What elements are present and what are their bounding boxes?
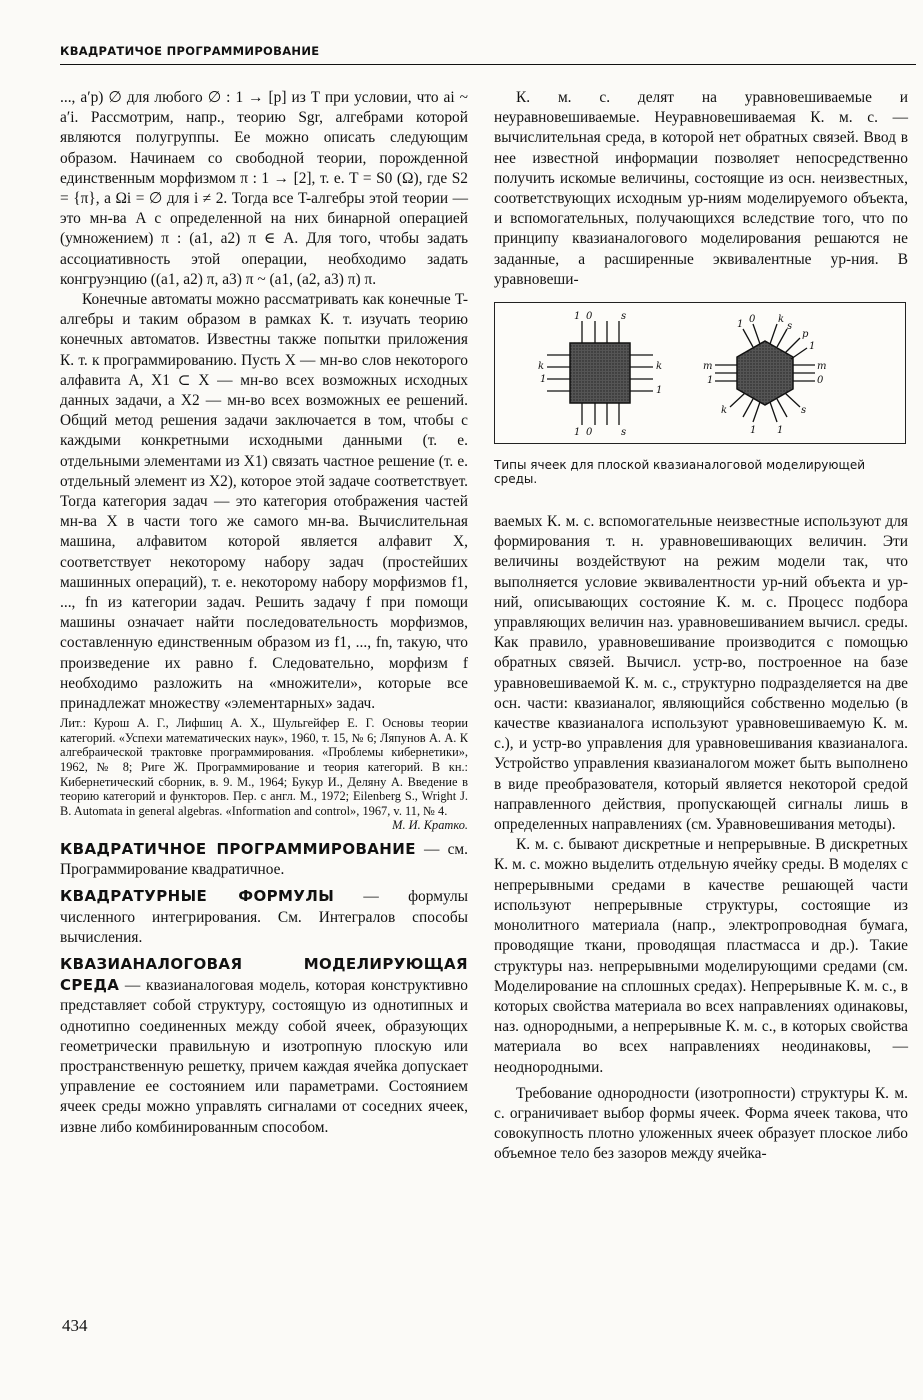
label: s: [787, 321, 793, 333]
label: s: [621, 311, 627, 323]
entry-quadratic-programming: [60, 839, 468, 880]
running-head: КВАДРАТИЧОЕ ПРОГРАММИРОВАНИЕ: [60, 44, 916, 65]
entry-body: — квазианалоговая модель, которая конструктивно представляет собой структуру, состоящую из однотипных и однотипно соединенных между собой ячеек, образующих геометрически правильную и изотропную плоскую или пространственную решетку, причем каждая ячейка допускает управление ее состоянием или параметрами. Состоянием ячеек среды можно управлять сигналами от соседних ячеек, извне либо комбинированным способом.: [60, 977, 468, 1136]
paragraph: К. м. с. делят на уравновешиваемые и неуравновешиваемые. Неуравновешиваемая К. м. с. — вычислительная среда, в которой нет обратных связей. Ввод в нее известной информации позволяет непосредственно получить искомые величины, состоящие из осн. неизвестных, соответствующих исходным ур-ниям моделируемого объекта, и вспомогательных, получающихся вследствие того, что по принципу квазианалогового моделирования решаются не заданные, а расширенные эквивалентные ур-ния. В уравновеши-: [494, 89, 908, 288]
entry-heading: КВАДРАТИЧНОЕ ПРОГРАММИРОВАНИЕ: [60, 840, 416, 859]
entry-body: — см. Программирование квадратичное.: [60, 841, 468, 879]
label: 1: [777, 425, 784, 437]
square-cell: [538, 311, 662, 438]
references: Лит.: Курош А. Г., Лифшиц А. Х., Шульгейфер Е. Г. Основы теории категорий. «Успехи математических наук», 1960, т. 15, № 6; Ляпунов А. А. К алгебраической трактовке программирования. «Проблемы кибернетики», 1962, № 8; Риге Ж. Программирование и теория категорий. В кн.: Кибернетический сборник, в. 9. М., 1964; Букур И., Деляну А. Введение в теорию категорий и функторов. Пер. с англ. М., 1972; Eilenberg S., Wright J. B. Automata in general algebras. «Information and control», 1967, v. 11, № 4.: [60, 716, 468, 818]
label: k: [778, 314, 785, 326]
hexagon-cell: [703, 314, 826, 436]
label: 1: [574, 427, 581, 439]
entry-quadrature-formulas: [60, 886, 468, 948]
label: 1: [540, 374, 547, 386]
label: k: [721, 405, 728, 417]
paragraph: ваемых К. м. с. вспомогательные неизвестные используют для формирования т. н. уравновешивающих величин. Эти величины воздействуют на режим модели так, что выполняется условие эквивалентности ур-ний объекта и ур-ний, описывающих состояние К. м. с. Процесс подбора управляющих величин наз. уравновешиванием вычисл. среды. Как правило, уравновешивание производится с помощью обратных связей. Вычисл. устр-во, построенное на базе уравновешиваемой К. м. с., структурно подразделяется на две осн. части: квазианалог, являющийся собственно моделью (в качестве квазианалога используют уравновешиваемую К. м. с.), и устр-во управления для уравновешивания квазианалога. Устройство управления квазианалогом может быть выполнено в виде преобразователя, который является некоторой средой направленного действия, пропускающей сигналы лишь в определенных направлениях (см. Уравновешивания методы).: [494, 513, 908, 834]
cell-types-diagram: [495, 303, 905, 443]
label: 1: [737, 319, 744, 331]
paragraph: К. м. с. бывают дискретные и непрерывные. В дискретных К. м. с. можно выделить отдельную ячейку среды. В моделях с непрерывными средами в качестве решающей части используют непрерывные структуры, состоящие из монолитного материала (напр., электропроводная бумага, проводящие ткани, проводящая пластмасса и др.). Такие структуры наз. непрерывными моделирующими средами (см. Моделирование на сплошных средах). Непрерывные К. м. с., в которых свойства материала во всех направлениях одинаковы, наз. однородными, а непрерывные К. м. с., в которых свойства материала во всех направлениях неодинаковы, — неоднородными.: [494, 836, 908, 1076]
figure-caption: Типы ячеек для плоской квазианалоговой моделирующей среды.: [494, 458, 865, 487]
label: s: [621, 427, 627, 439]
entry-quasi-analog-medium: [60, 954, 468, 1138]
entry-heading: КВАДРАТУРНЫЕ ФОРМУЛЫ: [60, 887, 335, 906]
author-signature: М. И. Кратко.: [392, 818, 468, 833]
paragraph: Требование однородности (изотропности) структуры К. м. с. ограничивает выбор формы ячеек. Форма ячеек такова, что совокупность плотно уложенных ячеек образует плоское либо объемное тело без зазоров между ячейка-: [494, 1084, 908, 1163]
label: 1: [574, 311, 581, 323]
label: 1: [750, 425, 757, 437]
label: 0: [586, 427, 593, 439]
label: 1: [656, 385, 663, 397]
label: 0: [586, 311, 593, 323]
page-number: 434: [62, 1316, 88, 1335]
label: 0: [749, 314, 756, 326]
label: p: [802, 329, 809, 341]
paragraph: Конечные автоматы можно рассматривать как конечные T-алгебры и таким образом в рамках К. т. изучать теорию конечных автоматов. Известны также попытки приложения К. т. к программированию. Пусть X — мн-во слов некоторого алфавита A, X1 ⊂ X — мн-во всех возможных исходных данных задачи, а X2 — мн-во всех возможных ее решений. Общий метод решения задачи заключается в том, чтобы с каждыми конкретными исходными данными (т. е. отдельными элементами из X1) связать частное решение (т. е. отдельный элемент из X2), которое этой задаче соответствует. Тогда категория задач — это категория отображения частей мн-ва X в части того же самого мн-ва. Вычислительная машина, алфавитом которой является алфавит X, соответствует некоторому набору задач (простейших машинных операций), т. е. некоторому набору морфизмов f1, ..., fn из категории задач. Решить задачу f при помощи машины означает найти последовательность морфизмов, составленную единственным образом из f1, ..., fn, такую, что произведение их равно f. Следовательно, морфизм f необходимо разложить на «множители», которые все принадлежат множеству «элементарных» задач.: [60, 291, 468, 713]
cell-types-figure: [494, 302, 906, 444]
label: m: [817, 361, 827, 373]
label: k: [656, 361, 663, 373]
paragraph: ..., a′p) ∅ для любого ∅ : 1 → [p] из T при условии, что ai ~ a′i. Рассмотрим, напр., теорию Sgr, алгебрами которой являются полугруппы. Ее можно описать следующим образом. Начинаем со свободной теории, порожденной единственным морфизмом π : 1 → [2], т. е. T = S0 (Ω), где S2 = {π}, а Ωi = ∅ для i ≠ 2. Тогда все T-алгебры этой теории — это мн-ва A с определенной на них бинарной операцией (умножением) π : (a1, a2) π ∈ A. Для того, чтобы задать ассоциативность этой операции, необходимо задать конгруэнцию ((a1, a2) π, a3) π ~ (a1, (a2, a3) π) π.: [60, 89, 468, 288]
right-column: [494, 88, 908, 1165]
label: 1: [809, 341, 816, 353]
label: 0: [817, 375, 824, 387]
label: 1: [707, 375, 714, 387]
label: k: [538, 361, 545, 373]
label: s: [801, 405, 807, 417]
left-column: [60, 88, 468, 1138]
entry-body: — формулы численного интегрирования. См. Интегралов способы вычисления.: [60, 888, 468, 946]
entry-heading: КВАЗИАНАЛОГОВАЯ МОДЕЛИРУЮЩАЯ СРЕДА: [60, 955, 468, 995]
label: m: [703, 361, 713, 373]
